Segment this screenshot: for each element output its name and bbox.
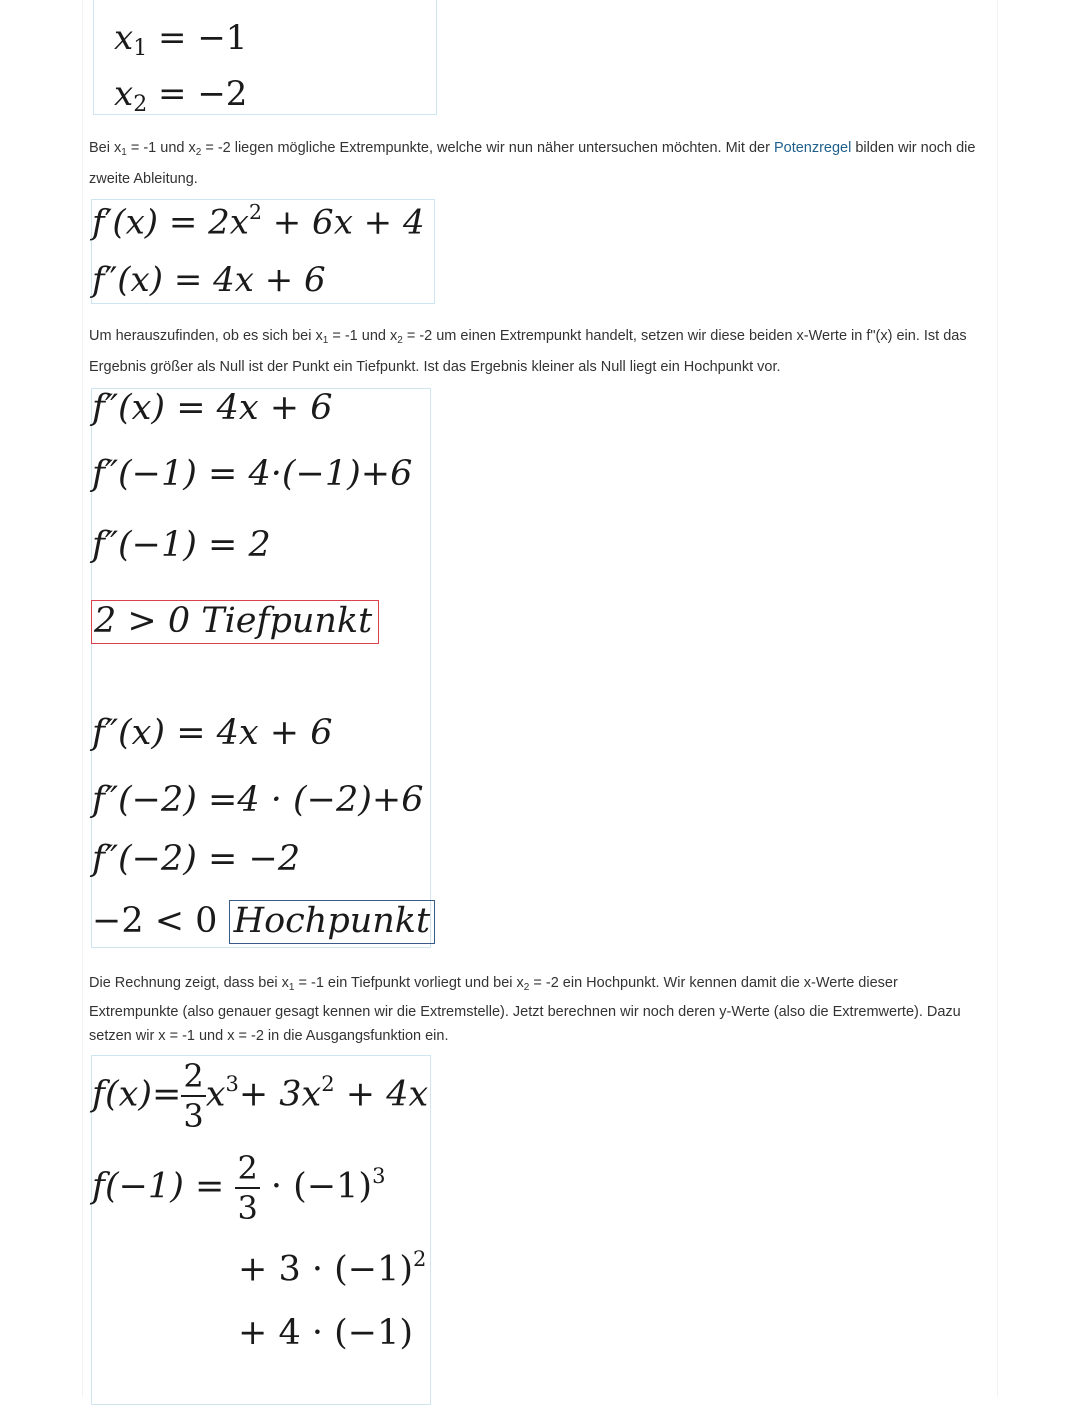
eval-minus1-line2: + $3 \cdot (-1)^2$ <box>238 1247 427 1290</box>
original-function: f(x)= $\frac{2}{3}$ $x^3+ 3x^2 + 4x$ <box>92 1057 429 1135</box>
potenzregel-link[interactable]: Potenzregel <box>773 140 852 156</box>
hochpunkt-result: −2 < 0 Hochpunkt <box>92 901 435 941</box>
check-minus1-line3: f″(−1) = 2 <box>92 525 271 565</box>
second-derivative: f″(x) = 4x + 6 <box>92 260 326 300</box>
eval-minus1-line1: f(−1) = $\frac{2}{3}$ · $(-1)^3$ <box>92 1149 386 1227</box>
check-minus2-line2: f″(−2) =4 · (−2)+6 <box>92 780 424 820</box>
paragraph-second-derivative-intro: Bei $x_1 = -1$ und $x_2 = -2$ liegen mögliche Extrempunkte, welche wir nun näher untersuchen möchten. Mit der Potenzregel bilden wir noch die zweite Ableitung. <box>89 140 976 187</box>
solution-x1: $x_1 = -1$ <box>114 18 248 61</box>
tiefpunkt-result: 2 > 0 Tiefpunkt <box>91 600 379 644</box>
check-minus2-line3: f″(−2) = −2 <box>92 839 301 879</box>
page-edge-right <box>997 0 998 1397</box>
solution-x2: $x_2 = -2$ <box>114 74 248 117</box>
first-derivative: $f'(x) = 2x^2 + 6x + 4$ <box>92 200 425 243</box>
check-minus1-line2: f″(−1) = 4·(−1)+6 <box>92 454 413 494</box>
check-minus1-line1: f″(x) = 4x + 6 <box>92 388 333 428</box>
check-minus2-line1: f″(x) = 4x + 6 <box>92 713 333 753</box>
eval-minus1-line3: + 4 · (−1) <box>238 1313 413 1353</box>
paragraph-extreme-values: Die Rechnung zeigt, dass bei $x_1 = -1$ ein Tiefpunkt vorliegt und bei $x_2 = -2$ ein Hochpunkt. Wir kennen damit die x-Werte dieser Extrempunkte (also genauer gesagt kennen wir die Extremstelle). Jetzt berechnen wir noch deren y-Werte (also die Extremwerte). Dazu setzen wir x = -1 und x = -2 in die Ausgangsfunktion ein. <box>89 975 961 1044</box>
page-edge-left <box>82 0 83 1397</box>
paragraph-second-derivative-test: Um herauszufinden, ob es sich bei $x_1 = -1$ und $x_2 = -2$ um einen Extrempunkt handelt, setzen wir diese beiden x-Werte in f"(x) ein. Ist das Ergebnis größer als Null ist der Punkt ein Tiefpunkt. Ist das Ergebnis kleiner als Null liegt ein Hochpunkt vor. <box>89 328 967 375</box>
